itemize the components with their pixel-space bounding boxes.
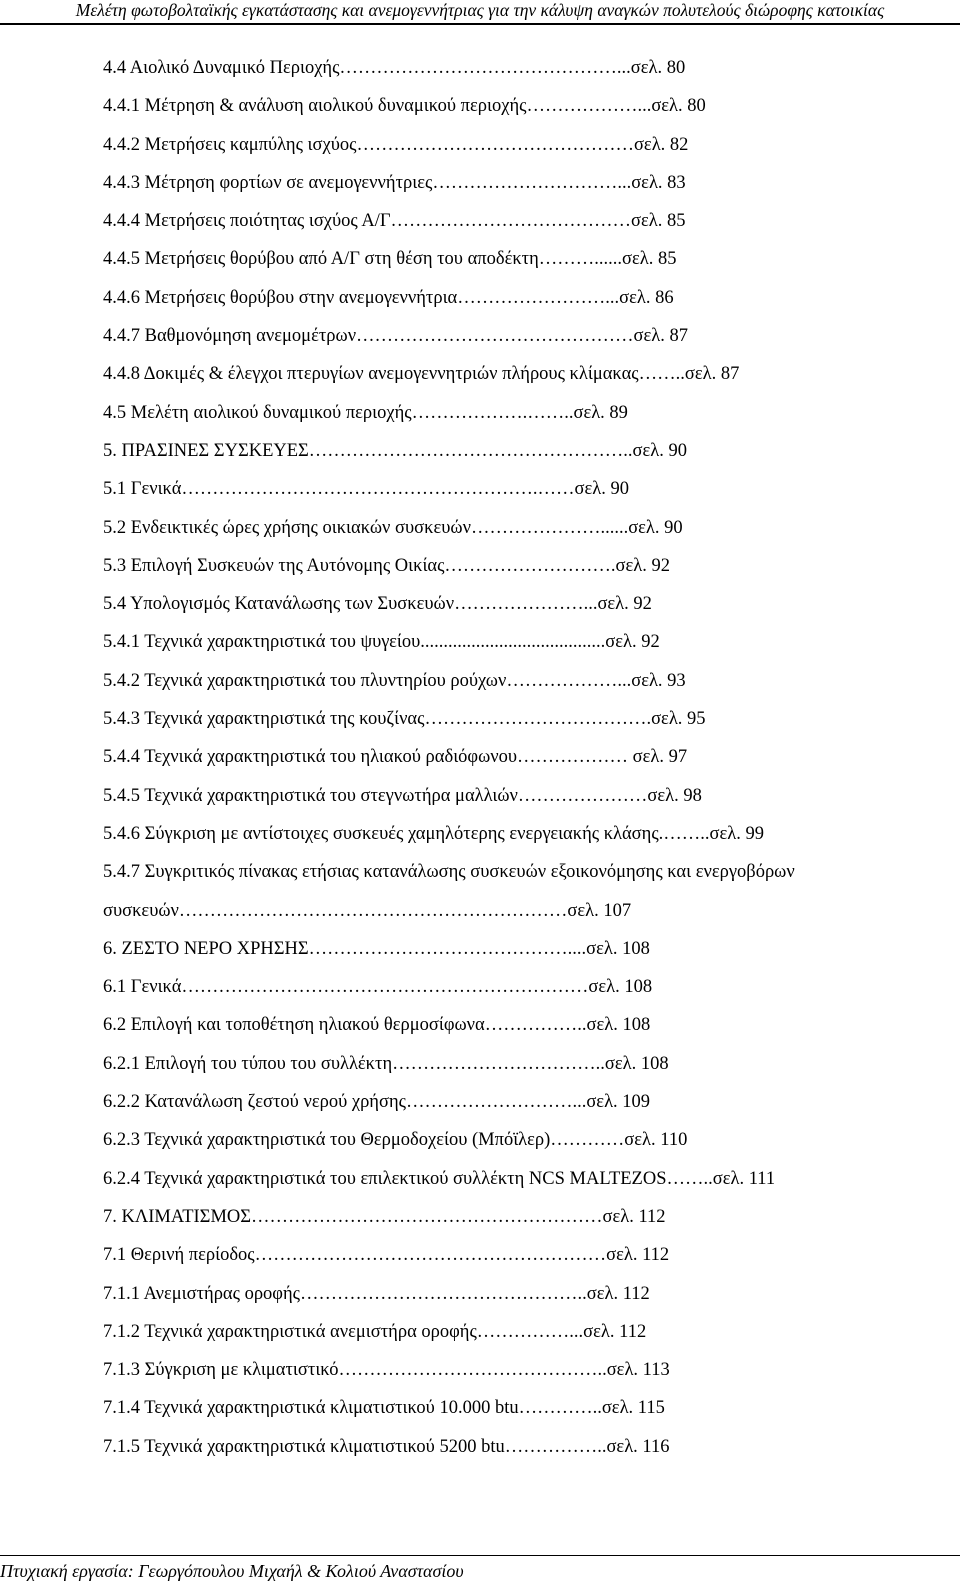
toc-entry: 6.2.1 Επιλογή του τύπου του συλλέκτη……………………………..σελ. 108 <box>103 1053 669 1074</box>
footer-divider <box>0 1555 960 1556</box>
page-footer-text: Πτυχιακή εργασία: Γεωργόπουλου Μιχαήλ & Κολιού Αναστασίου <box>0 1561 464 1581</box>
toc-entry: 4.4.3 Μέτρηση φορτίων σε ανεμογεννήτριες…………………………...σελ. 83 <box>103 172 686 193</box>
toc-entry: 6.1 Γενικά…………………………………………………………σελ. 108 <box>103 977 653 998</box>
page-header-title: Μελέτη φωτοβολταϊκής εγκατάστασης και ανεμογεννήτριας για την κάλυψη αναγκών πολυτελούς διώροφης κατοικίας <box>75 0 885 20</box>
toc-entry: 5. ΠΡΑΣΙΝΕΣ ΣΥΣΚΕΥΕΣ……………………………………………..σελ. 90 <box>103 440 688 461</box>
toc-entry: 5.3 Επιλογή Συσκευών της Αυτόνομης Οικίας……………………….σελ. 92 <box>103 555 671 576</box>
toc-entry: 7.1.4 Τεχνικά χαρακτηριστικά κλιματιστικού 10.000 btu…………..σελ. 115 <box>103 1398 665 1419</box>
table-of-contents <box>103 49 938 1466</box>
toc-entry: 7. ΚΛΙΜΑΤΙΣΜΟΣ…………………………………………………σελ. 112 <box>103 1206 666 1227</box>
toc-entry: 6.2 Επιλογή και τοποθέτηση ηλιακού θερμοσίφωνα……………..σελ. 108 <box>103 1015 651 1036</box>
toc-entry: 5.4.7 Συγκριτικός πίνακας ετήσιας κατανάλωσης συσκευών εξοικονόμησης και ενεργοβόρων <box>103 862 795 883</box>
toc-entry: 6.2.3 Τεχνικά χαρακτηριστικά του Θερμοδοχείου (Μπόϊλερ)…………σελ. 110 <box>103 1130 688 1151</box>
toc-entry: 5.2 Ενδεικτικές ώρες χρήσης οικιακών συσκευών…………………......σελ. 90 <box>103 517 683 538</box>
toc-entry: 5.4.6 Σύγκριση με αντίστοιχες συσκευές χαμηλότερης ενεργειακής κλάσης.……..σελ. 99 <box>103 823 764 844</box>
toc-entry: 4.4.6 Μετρήσεις θορύβου στην ανεμογεννήτρια……………………...σελ. 86 <box>103 287 674 308</box>
toc-entry: 4.4 Αιολικό Δυναμικό Περιοχής………………………………………...σελ. 80 <box>103 58 686 78</box>
toc-entry: 6. ΖΕΣΤΟ ΝΕΡΟ ΧΡΗΣΗΣ……………………………………....σελ. 108 <box>103 938 650 959</box>
toc-entry: 4.4.8 Δοκιμές & έλεγχοι πτερυγίων ανεμογεννητριών πλήρους κλίμακας……..σελ. 87 <box>103 364 740 385</box>
toc-entry: 5.4.3 Τεχνικά χαρακτηριστικά της κουζίνας……………………………….σελ. 95 <box>103 709 706 730</box>
toc-entry: 4.4.2 Μετρήσεις καμπύλης ισχύος………………………………………σελ. 82 <box>103 134 689 155</box>
toc-entry: 5.4.1 Τεχνικά χαρακτηριστικά του ψυγείου........................................σελ. 92 <box>103 632 660 653</box>
toc-entry: 5.4.4 Τεχνικά χαρακτηριστικά του ηλιακού ραδιόφωνου……………… σελ. 97 <box>103 747 688 768</box>
header-divider <box>0 23 960 25</box>
toc-entry: συσκευών………………………………………………………σελ. 107 <box>103 900 632 921</box>
toc-entry: 5.1 Γενικά………………………………………………….……σελ. 90 <box>103 479 629 500</box>
toc-entry: 4.4.7 Βαθμονόμηση ανεμομέτρων………………………………………σελ. 87 <box>103 326 689 347</box>
toc-entry: 4.5 Μελέτη αιολικού δυναμικού περιοχής……………….……..σελ. 89 <box>103 402 628 423</box>
toc-entry: 4.4.4 Μετρήσεις ποιότητας ισχύος Α/Γ…………………………………σελ. 85 <box>103 211 686 232</box>
toc-entry: 7.1.3 Σύγκριση με κλιματιστικό……………………………………..σελ. 113 <box>103 1360 670 1381</box>
toc-entry: 7.1.5 Τεχνικά χαρακτηριστικά κλιματιστικού 5200 btu……………..σελ. 116 <box>103 1436 670 1457</box>
toc-entry: 4.4.1 Μέτρηση & ανάλυση αιολικού δυναμικού περιοχής………………...σελ. 80 <box>103 96 706 117</box>
toc-entry: 5.4.2 Τεχνικά χαρακτηριστικά του πλυντηρίου ρούχων………………...σελ. 93 <box>103 670 686 691</box>
toc-entry: 7.1.1 Ανεμιστήρας οροφής………………………………………..σελ. 112 <box>103 1283 650 1304</box>
toc-entry: 4.4.5 Μετρήσεις θορύβου από Α/Γ στη θέση του αποδέκτη………......σελ. 85 <box>103 249 677 270</box>
toc-entry: 6.2.4 Τεχνικά χαρακτηριστικά του επιλεκτικού συλλέκτη NCS MALTEZOS……..σελ. 111 <box>103 1168 776 1189</box>
toc-entry: 6.2.2 Κατανάλωση ζεστού νερού χρήσης………………………...σελ. 109 <box>103 1092 651 1113</box>
toc-entry: 7.1.2 Τεχνικά χαρακτηριστικά ανεμιστήρα οροφής……………...σελ. 112 <box>103 1321 647 1342</box>
toc-entry: 5.4.5 Τεχνικά χαρακτηριστικά του στεγνωτήρα μαλλιών…………………σελ. 98 <box>103 785 702 806</box>
toc-entry: 5.4 Υπολογισμός Κατανάλωσης των Συσκευών…………………...σελ. 92 <box>103 594 652 615</box>
toc-entry: 7.1 Θερινή περίοδος…………………………………………………σελ. 112 <box>103 1245 670 1266</box>
